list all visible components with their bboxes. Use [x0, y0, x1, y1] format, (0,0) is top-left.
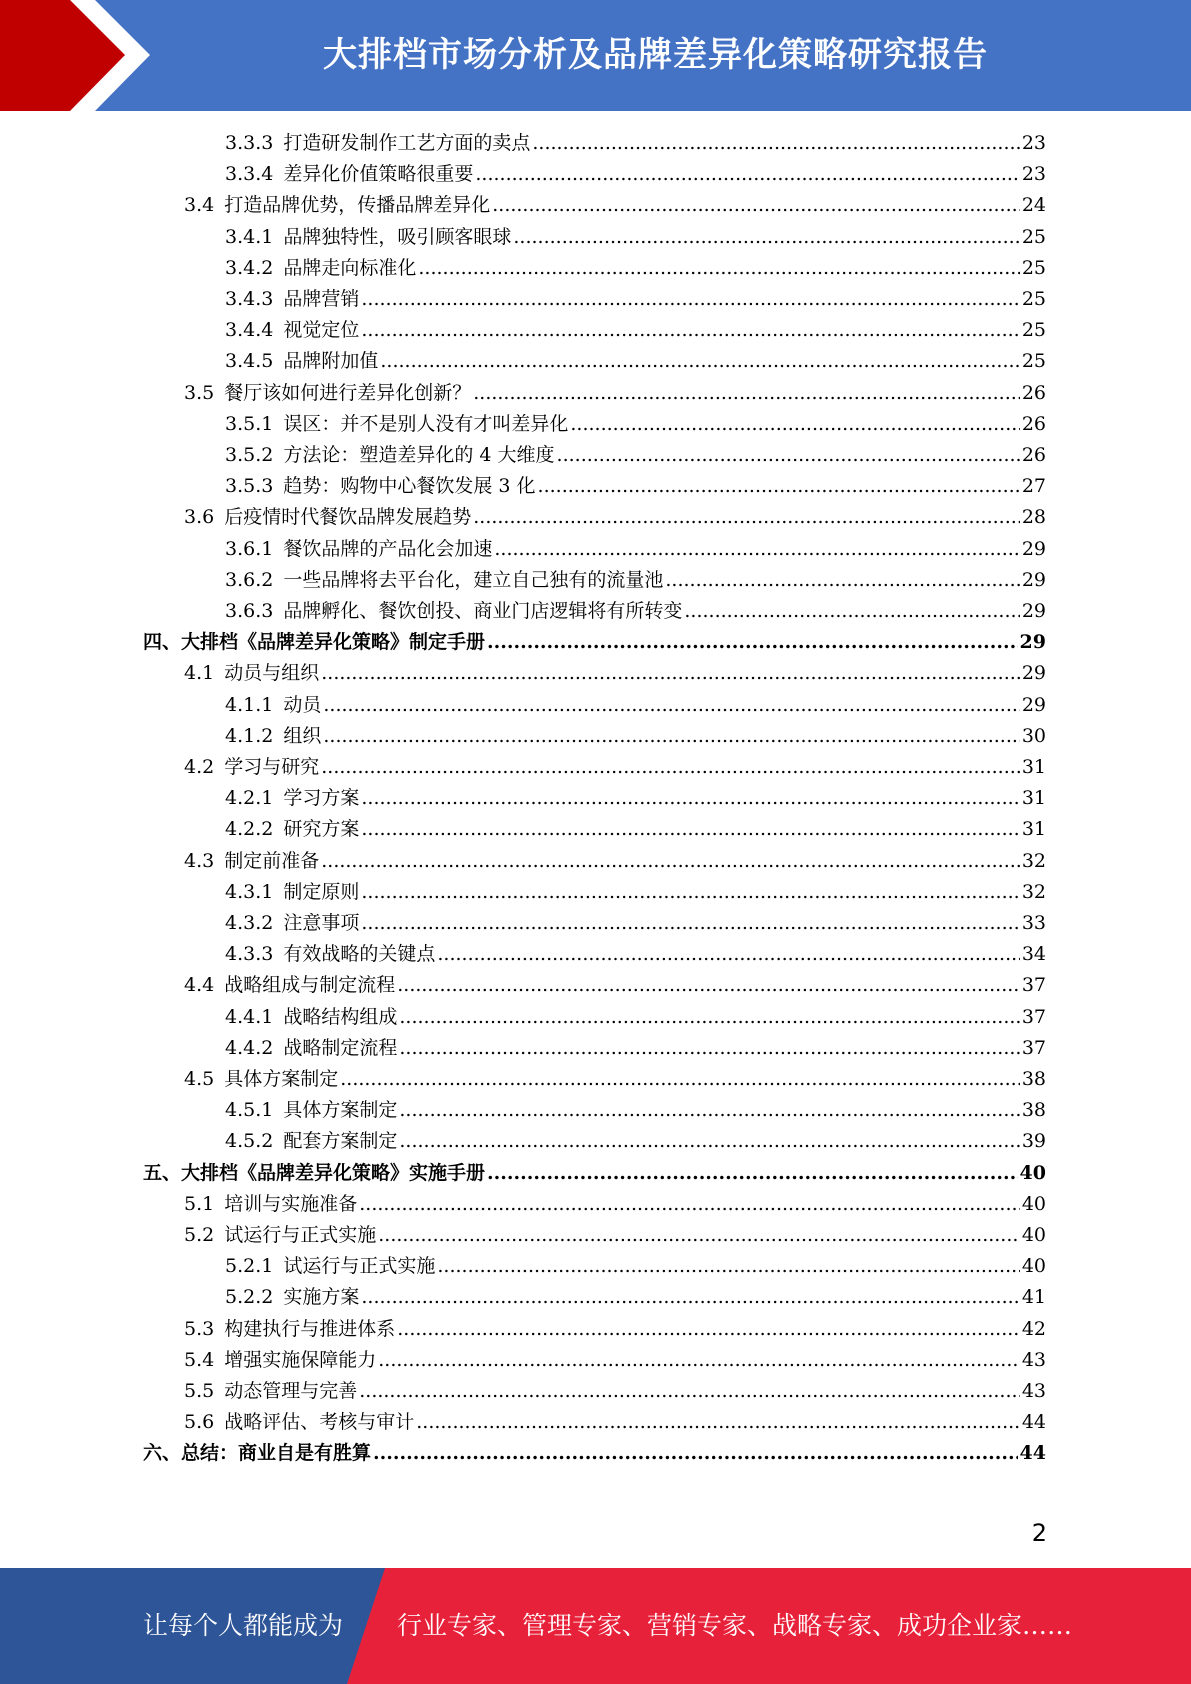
toc-entry-page: 40 — [1021, 1255, 1046, 1278]
toc-entry-page: 31 — [1021, 787, 1046, 810]
toc-entry-title: 误区：并不是别人没有才叫差异化 — [283, 412, 569, 435]
toc-entry-number: 4.1.2 — [225, 724, 274, 747]
toc-entry-page: 43 — [1021, 1380, 1046, 1402]
toc-entry-title: 战略组成与制定流程 — [224, 974, 396, 997]
toc-entry-title: 培训与实施准备 — [224, 1192, 358, 1215]
toc-entry-title: 战略评估、考核与审计 — [224, 1411, 415, 1434]
toc-entry-title: 战略制定流程 — [283, 1036, 398, 1059]
toc-entry-title: 品牌营销 — [283, 288, 360, 310]
toc-dot-leader — [361, 877, 1019, 908]
toc-dot-leader — [473, 378, 1020, 409]
toc-entry-title: 餐厅该如何进行差异化创新？ — [224, 381, 472, 404]
toc-entry[interactable] — [184, 970, 1046, 1001]
toc-entry[interactable] — [225, 440, 1046, 471]
toc-entry-title: 增强实施保障能力 — [224, 1348, 377, 1371]
toc-entry[interactable] — [225, 690, 1046, 721]
toc-entry-title: 构建执行与推进体系 — [224, 1317, 396, 1340]
toc-entry-title: 动态管理与完善 — [224, 1380, 358, 1402]
toc-entry-page: 25 — [1021, 350, 1046, 373]
toc-entry[interactable] — [143, 1438, 1046, 1469]
toc-entry-page: 26 — [1021, 381, 1046, 404]
toc-entry-page: 25 — [1021, 319, 1046, 342]
toc-entry[interactable] — [225, 1002, 1046, 1033]
toc-dot-leader — [399, 1126, 1019, 1157]
toc-entry-page: 32 — [1021, 849, 1046, 872]
toc-entry[interactable] — [143, 627, 1046, 658]
toc-entry-page: 26 — [1021, 412, 1046, 435]
toc-entry-page: 31 — [1021, 756, 1046, 778]
toc-entry-page: 29 — [1021, 537, 1046, 560]
toc-entry-number: 3.6.2 — [225, 568, 274, 591]
toc-entry[interactable] — [225, 159, 1046, 190]
toc-dot-leader — [532, 128, 1019, 159]
toc-entry-title: 试运行与正式实施 — [224, 1224, 377, 1246]
toc-entry-number: 3.5.3 — [225, 475, 274, 498]
toc-entry[interactable] — [225, 596, 1046, 627]
toc-dot-leader — [378, 1345, 1020, 1376]
toc-entry-page: 33 — [1021, 912, 1046, 934]
toc-entry-title: 后疫情时代餐饮品牌发展趋势 — [224, 506, 472, 529]
toc-entry-number: 5.2.1 — [225, 1255, 274, 1278]
toc-dot-leader — [475, 159, 1019, 190]
toc-entry-number: 4.3.1 — [225, 880, 274, 903]
toc-dot-leader — [321, 846, 1020, 877]
toc-dot-leader — [361, 908, 1019, 939]
toc-dot-leader — [321, 752, 1020, 783]
toc-entry-title: 餐饮品牌的产品化会加速 — [283, 537, 493, 560]
toc-entry-number: 5.4 — [184, 1348, 215, 1371]
toc-entry-page: 37 — [1021, 974, 1046, 997]
toc-entry-title: 品牌孵化、餐饮创投、商业门店逻辑将有所转变 — [283, 600, 683, 622]
toc-entry-title: 品牌走向标准化 — [283, 256, 417, 279]
toc-entry-page: 43 — [1021, 1348, 1046, 1371]
toc-entry[interactable] — [225, 1033, 1046, 1064]
toc-dot-leader — [416, 1407, 1020, 1438]
toc-entry-number: 5.1 — [184, 1192, 215, 1215]
toc-entry-title: 动员 — [283, 693, 322, 716]
toc-entry[interactable] — [184, 1220, 1046, 1251]
toc-dot-leader — [437, 939, 1019, 970]
toc-entry-page: 38 — [1021, 1068, 1046, 1090]
toc-dot-leader — [473, 502, 1020, 533]
toc-entry-number: 4.4.1 — [225, 1005, 274, 1028]
toc-entry-title: 具体方案制定 — [224, 1068, 339, 1090]
toc-entry-title: 品牌附加值 — [283, 350, 379, 373]
toc-dot-leader — [538, 471, 1020, 502]
toc-entry-number: 5.2.2 — [225, 1286, 274, 1309]
toc-dot-leader — [399, 1095, 1019, 1126]
toc-entry-page: 39 — [1021, 1130, 1046, 1153]
toc-dot-leader — [513, 222, 1019, 253]
toc-entry[interactable] — [225, 534, 1046, 565]
toc-entry-number: 5.6 — [184, 1411, 215, 1434]
toc-dot-leader — [378, 1220, 1020, 1251]
toc-dot-leader — [418, 253, 1019, 284]
toc-entry[interactable] — [225, 284, 1046, 315]
toc-dot-leader — [340, 1064, 1020, 1095]
toc-entry-page: 32 — [1021, 880, 1046, 903]
toc-dot-leader — [359, 1376, 1020, 1407]
toc-entry-number: 4.2.2 — [225, 818, 274, 841]
toc-entry[interactable] — [184, 1314, 1046, 1345]
toc-entry-page: 29 — [1021, 693, 1046, 716]
toc-entry[interactable] — [225, 128, 1046, 159]
toc-entry-title: 打造研发制作工艺方面的卖点 — [283, 132, 531, 154]
toc-dot-leader — [361, 315, 1019, 346]
toc-entry-title: 趋势：购物中心餐饮发展 3 化 — [283, 475, 536, 498]
toc-entry-number: 3.4.1 — [225, 225, 274, 248]
toc-entry-number: 3.5.1 — [225, 412, 274, 435]
toc-entry-page: 23 — [1021, 132, 1046, 154]
toc-entry-number: 4.4.2 — [225, 1036, 274, 1059]
toc-dot-leader — [494, 534, 1019, 565]
toc-entry-page: 29 — [1021, 600, 1046, 622]
toc-entry[interactable] — [225, 253, 1046, 284]
toc-entry-title: 有效战略的关键点 — [283, 943, 436, 966]
toc-entry-title: 战略结构组成 — [283, 1005, 398, 1028]
toc-entry-title: 一些品牌将去平台化，建立自己独有的流量池 — [283, 568, 664, 591]
toc-entry-title: 配套方案制定 — [283, 1130, 398, 1153]
toc-entry-page: 24 — [1021, 194, 1046, 217]
toc-entry[interactable] — [225, 222, 1046, 253]
document-title: 大排档市场分析及品牌差异化策略研究报告 — [323, 35, 988, 75]
toc-dot-leader — [380, 346, 1019, 377]
toc-entry-title: 差异化价值策略很重要 — [283, 163, 474, 186]
toc-entry[interactable] — [225, 315, 1046, 346]
toc-entry-page: 38 — [1021, 1099, 1046, 1122]
toc-entry[interactable] — [184, 1376, 1046, 1407]
toc-entry-title: 四、大排档《品牌差异化策略》制定手册 — [143, 631, 486, 654]
toc-entry-number: 4.4 — [184, 974, 215, 997]
toc-entry-page: 44 — [1019, 1442, 1046, 1465]
toc-entry-title: 视觉定位 — [283, 319, 360, 342]
toc-dot-leader — [397, 1314, 1020, 1345]
toc-entry-title: 打造品牌优势，传播品牌差异化 — [224, 194, 491, 217]
toc-entry-number: 5.5 — [184, 1380, 215, 1402]
toc-entry-number: 4.2 — [184, 756, 215, 778]
toc-entry[interactable] — [184, 846, 1046, 877]
toc-entry[interactable] — [184, 1407, 1046, 1438]
toc-entry-page: 25 — [1021, 256, 1046, 279]
toc-entry-title: 制定前准备 — [224, 849, 320, 872]
toc-entry[interactable] — [225, 471, 1046, 502]
toc-dot-leader — [397, 970, 1020, 1001]
toc-entry[interactable] — [225, 1282, 1046, 1313]
toc-entry-title: 试运行与正式实施 — [283, 1255, 436, 1278]
page-number: 2 — [1031, 1519, 1047, 1547]
toc-entry-number: 3.6 — [184, 506, 215, 529]
toc-entry[interactable] — [225, 721, 1046, 752]
toc-entry[interactable] — [225, 1251, 1046, 1282]
toc-entry-number: 5.3 — [184, 1317, 215, 1340]
toc-dot-leader — [570, 409, 1019, 440]
toc-entry-number: 4.5.2 — [225, 1130, 274, 1153]
toc-dot-leader — [323, 690, 1019, 721]
toc-entry-title: 学习与研究 — [224, 756, 320, 778]
toc-entry-page: 29 — [1019, 631, 1046, 654]
toc-entry[interactable] — [184, 190, 1046, 221]
toc-entry-page: 42 — [1021, 1317, 1046, 1340]
toc-entry-title: 品牌独特性，吸引顾客眼球 — [283, 225, 512, 248]
toc-entry[interactable] — [225, 877, 1046, 908]
toc-entry[interactable] — [184, 502, 1046, 533]
toc-entry-title: 实施方案 — [283, 1286, 360, 1309]
toc-entry-page: 37 — [1021, 1036, 1046, 1059]
toc-entry-title: 注意事项 — [283, 912, 360, 934]
toc-entry-number: 4.3.2 — [225, 912, 274, 934]
toc-dot-leader — [361, 1282, 1019, 1313]
toc-entry[interactable] — [225, 908, 1046, 939]
toc-entry-number: 3.4 — [184, 194, 215, 217]
toc-entry-page: 34 — [1021, 943, 1046, 966]
toc-dot-leader — [684, 596, 1019, 627]
toc-entry-page: 26 — [1021, 444, 1046, 466]
toc-entry-page: 29 — [1021, 568, 1046, 591]
toc-entry-page: 44 — [1021, 1411, 1046, 1434]
toc-entry[interactable] — [184, 658, 1046, 689]
toc-entry[interactable] — [225, 939, 1046, 970]
toc-dot-leader — [492, 190, 1020, 221]
toc-dot-leader — [361, 783, 1019, 814]
toc-dot-leader — [361, 814, 1019, 845]
toc-entry-number: 3.6.1 — [225, 537, 274, 560]
toc-entry-title: 学习方案 — [283, 787, 360, 810]
toc-entry-title: 具体方案制定 — [283, 1099, 398, 1122]
toc-entry-page: 31 — [1021, 818, 1046, 841]
toc-entry-number: 4.3.3 — [225, 943, 274, 966]
toc-entry[interactable] — [225, 814, 1046, 845]
toc-dot-leader — [399, 1033, 1019, 1064]
toc-entry-number: 3.4.3 — [225, 288, 274, 310]
toc-entry-page: 40 — [1019, 1161, 1046, 1184]
toc-entry-number: 3.6.3 — [225, 600, 274, 622]
toc-entry-number: 4.1.1 — [225, 693, 274, 716]
toc-entry-page: 30 — [1021, 724, 1046, 747]
toc-entry[interactable] — [184, 1064, 1046, 1095]
toc-entry-page: 27 — [1021, 475, 1046, 498]
toc-entry-page: 40 — [1021, 1224, 1046, 1246]
toc-dot-leader — [323, 721, 1019, 752]
toc-entry[interactable] — [225, 409, 1046, 440]
toc-entry-number: 3.4.5 — [225, 350, 274, 373]
toc-entry[interactable] — [225, 1095, 1046, 1126]
toc-dot-leader — [359, 1189, 1020, 1220]
toc-entry-number: 3.5.2 — [225, 444, 274, 466]
toc-entry-number: 3.3.4 — [225, 163, 274, 186]
toc-entry-number: 3.4.4 — [225, 319, 274, 342]
toc-entry-number: 4.5.1 — [225, 1099, 274, 1122]
toc-entry-number: 3.3.3 — [225, 132, 274, 154]
toc-entry-number: 4.1 — [184, 662, 215, 685]
toc-dot-leader — [487, 1158, 1018, 1189]
toc-dot-leader — [361, 284, 1019, 315]
page-footer — [0, 1568, 1191, 1684]
toc-entry-number: 3.4.2 — [225, 256, 274, 279]
toc-entry[interactable] — [184, 1189, 1046, 1220]
toc-entry-title: 方法论：塑造差异化的 4 大维度 — [283, 444, 555, 466]
toc-entry-number: 4.5 — [184, 1068, 215, 1090]
toc-entry-title: 研究方案 — [283, 818, 360, 841]
toc-entry-number: 4.2.1 — [225, 787, 274, 810]
toc-entry-page: 41 — [1021, 1286, 1046, 1309]
toc-entry[interactable] — [225, 565, 1046, 596]
toc-entry-number: 3.5 — [184, 381, 215, 404]
toc-entry[interactable] — [184, 378, 1046, 409]
toc-entry-page: 25 — [1021, 288, 1046, 310]
toc-entry-page: 25 — [1021, 225, 1046, 248]
toc-entry-number: 5.2 — [184, 1224, 215, 1246]
page-header — [0, 0, 1191, 111]
toc-entry-page: 29 — [1021, 662, 1046, 685]
toc-entry[interactable] — [184, 752, 1046, 783]
toc-entry[interactable] — [143, 1158, 1046, 1189]
toc-entry-page: 40 — [1021, 1192, 1046, 1215]
toc-dot-leader — [665, 565, 1019, 596]
toc-entry-title: 五、大排档《品牌差异化策略》实施手册 — [143, 1161, 486, 1184]
toc-entry-page: 37 — [1021, 1005, 1046, 1028]
toc-entry-number: 4.3 — [184, 849, 215, 872]
toc-entry[interactable] — [225, 783, 1046, 814]
toc-dot-leader — [557, 440, 1020, 471]
footer-slogan: 让每个人都能成为 — [143, 1611, 344, 1640]
toc-dot-leader — [399, 1002, 1019, 1033]
toc-entry[interactable] — [225, 346, 1046, 377]
toc-entry[interactable] — [184, 1345, 1046, 1376]
toc-entry-page: 28 — [1021, 506, 1046, 529]
toc-entry-title: 动员与组织 — [224, 662, 320, 685]
toc-entry-title: 制定原则 — [283, 880, 360, 903]
toc-dot-leader — [437, 1251, 1019, 1282]
toc-dot-leader — [487, 627, 1018, 658]
toc-dot-leader — [321, 658, 1020, 689]
footer-roles: 行业专家、管理专家、营销专家、战略专家、成功企业家…… — [397, 1611, 1073, 1640]
toc-entry[interactable] — [225, 1126, 1046, 1157]
toc-entry-page: 23 — [1021, 163, 1046, 186]
toc-entry-title: 组织 — [283, 724, 322, 747]
toc-entry-title: 六、总结：商业自是有胜算 — [143, 1442, 372, 1465]
toc-dot-leader — [373, 1438, 1018, 1469]
